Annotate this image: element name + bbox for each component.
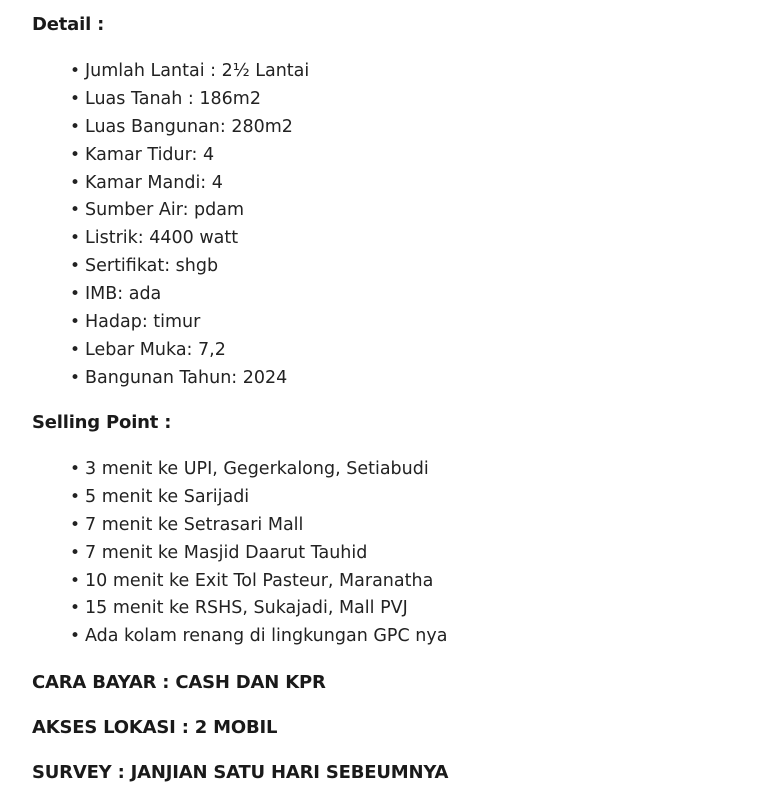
selling-point-list: [70, 456, 447, 651]
list-item: [70, 456, 447, 484]
bullet-icon: •: [70, 626, 81, 647]
selling-point-item: 7 menit ke Masjid Daarut Tauhid: [85, 542, 368, 563]
list-item: [70, 253, 309, 281]
list-item: [70, 58, 309, 86]
detail-item-electricity: Listrik: 4400 watt: [85, 228, 239, 249]
payment-method: CARA BAYAR : CASH DAN KPR: [32, 672, 326, 693]
location-access: AKSES LOKASI : 2 MOBIL: [32, 717, 278, 738]
bullet-icon: •: [70, 570, 81, 591]
bullet-icon: •: [70, 367, 81, 388]
list-item: [70, 568, 447, 596]
detail-item-certificate: Sertifikat: shgb: [85, 256, 219, 277]
bullet-icon: •: [70, 339, 81, 360]
selling-point-heading: Selling Point :: [32, 412, 172, 433]
detail-heading: Detail :: [32, 14, 105, 35]
bullet-icon: •: [70, 459, 81, 479]
survey-info: SURVEY : JANJIAN SATU HARI SEBEUMNYA: [32, 762, 449, 783]
detail-item-frontage: Lebar Muka: 7,2: [85, 339, 226, 360]
detail-list: [70, 58, 309, 393]
list-item: [70, 623, 447, 651]
list-item: [70, 540, 447, 568]
detail-item-imb: IMB: ada: [85, 284, 162, 305]
bullet-icon: •: [70, 144, 81, 165]
list-item: [70, 114, 309, 142]
bullet-icon: •: [70, 312, 81, 333]
detail-item-water-source: Sumber Air: pdam: [85, 200, 245, 221]
detail-item-land-area: Luas Tanah : 186m2: [85, 88, 261, 109]
list-item: [70, 309, 309, 337]
list-item: [70, 281, 309, 309]
bullet-icon: •: [70, 200, 81, 221]
bullet-icon: •: [70, 486, 81, 507]
list-item: [70, 225, 309, 253]
bullet-icon: •: [70, 256, 81, 277]
bullet-icon: •: [70, 116, 81, 137]
detail-item-building-area: Luas Bangunan: 280m2: [85, 116, 293, 137]
bullet-icon: •: [70, 598, 81, 619]
list-item: [70, 197, 309, 225]
detail-item-bathrooms: Kamar Mandi: 4: [85, 172, 223, 193]
bullet-icon: •: [70, 228, 81, 249]
list-item: [70, 512, 447, 540]
bullet-icon: •: [70, 284, 81, 305]
bullet-icon: •: [70, 542, 81, 563]
list-item: [70, 142, 309, 170]
detail-item-facing: Hadap: timur: [85, 312, 201, 333]
selling-point-item: 10 menit ke Exit Tol Pasteur, Maranatha: [85, 570, 434, 591]
list-item: [70, 170, 309, 198]
list-item: [70, 365, 309, 393]
detail-item-build-year: Bangunan Tahun: 2024: [85, 367, 288, 388]
selling-point-item: 5 menit ke Sarijadi: [85, 486, 250, 507]
selling-point-item: 3 menit ke UPI, Gegerkalong, Setiabudi: [85, 459, 429, 479]
bullet-icon: •: [70, 88, 81, 109]
detail-item-floors: Jumlah Lantai : 2½ Lantai: [85, 61, 310, 81]
bullet-icon: •: [70, 172, 81, 193]
list-item: [70, 484, 447, 512]
list-item: [70, 337, 309, 365]
list-item: [70, 86, 309, 114]
selling-point-item: 7 menit ke Setrasari Mall: [85, 514, 304, 535]
bullet-icon: •: [70, 514, 81, 535]
detail-item-bedrooms: Kamar Tidur: 4: [85, 144, 215, 165]
selling-point-item: 15 menit ke RSHS, Sukajadi, Mall PVJ: [85, 598, 408, 619]
selling-point-item: Ada kolam renang di lingkungan GPC nya: [85, 626, 448, 647]
list-item: [70, 595, 447, 623]
bullet-icon: •: [70, 61, 81, 81]
